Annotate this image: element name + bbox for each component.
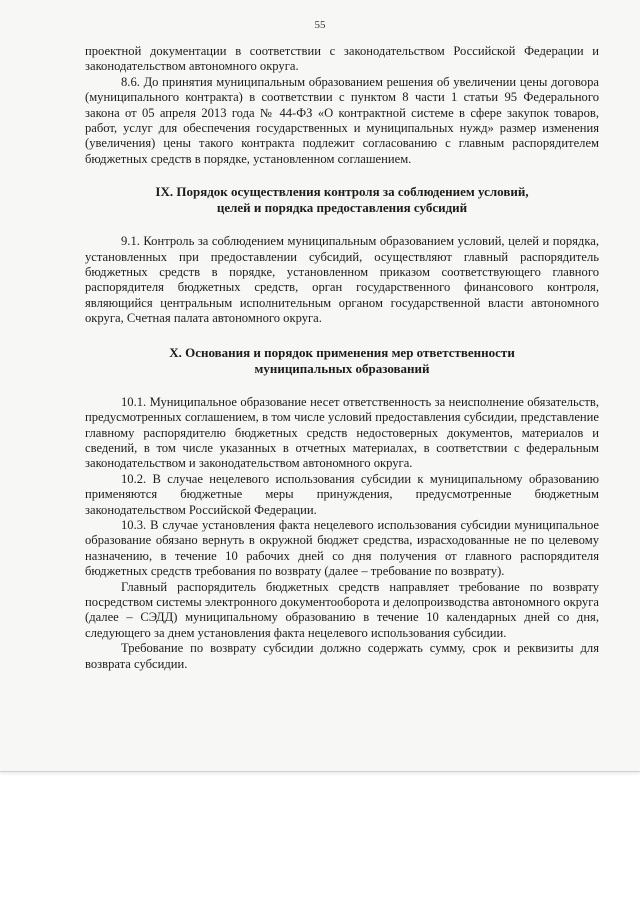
paragraph-continuation: проектной документации в соответствии с законодательством Российской Федерации и законодательством автономного округа. xyxy=(85,44,599,74)
paragraph-10-2: 10.2. В случае нецелевого использования субсидии к муниципальному образованию применяются бюджетные меры принуждения, предусмотренные бюджетным законодательством Российской Федерации. xyxy=(85,471,599,517)
paragraph-return-request: Главный распорядитель бюджетных средств направляет требование по возврату посредством системы электронного документооборота и делопроизводства автономного округа (далее – СЭДД) муниципальному образованию в течение 10 календарных дней со дня, следующего за днем установления факта нецелевого использования субсидии. xyxy=(85,579,599,640)
document-body xyxy=(85,44,599,672)
paragraph-10-1: 10.1. Муниципальное образование несет ответственность за неисполнение обязательств, предусмотренных соглашением, в том числе условий предоставления субсидии, представление главному распорядителю бюджетных средств недостоверных документов, материалов и сведений, в том числе указанных в отчетных материалах, в соответствии с федеральным законодательством и законодательством автономного округа. xyxy=(85,394,599,471)
section-ix-heading-line-1: IX. Порядок осуществления контроля за соблюдением условий, xyxy=(155,184,529,200)
paragraph-request-contents: Требование по возврату субсидии должно содержать сумму, срок и реквизиты для возврата субсидии. xyxy=(85,641,599,671)
paragraph-10-3: 10.3. В случае установления факта нецелевого использования субсидии муниципальное образование обязано вернуть в окружной бюджет средства, израсходованные не по целевому назначению, в течение 10 рабочих дней со дня получения от главного распорядителя бюджетных средств требования по возврату (далее – требование по возврату). xyxy=(85,517,599,579)
paragraph-8-6: 8.6. До принятия муниципальным образованием решения об увеличении цены договора (муниципального контракта) в соответствии с пунктом 8 части 1 статьи 95 Федерального закона от 05 апреля 2013 года № 44-ФЗ «О контрактной системе в сфере закупок товаров, работ, услуг для обеспечения государственных и муниципальных нужд» размер изменения (увеличения) цены такого контракта подлежит согласованию с главным распорядителем бюджетных средств в порядке, установленном соглашением. xyxy=(85,74,599,166)
section-x-heading-line-2: муниципальных образований xyxy=(254,360,430,376)
paragraph-9-1: 9.1. Контроль за соблюдением муниципальным образованием условий, целей и порядка, установленных при предоставлении субсидий, осуществляют главный распорядитель бюджетных средств в порядке, установленном приказом соответствующего главного распорядителя бюджетных средств, орган государственного финансового контроля, являющийся центральным исполнительным органом государственной власти автономного округа, Счетная палата автономного округа. xyxy=(85,234,599,326)
section-x-heading xyxy=(85,345,599,377)
section-ix-heading xyxy=(85,184,599,216)
page-number: 55 xyxy=(314,19,326,31)
section-x-heading-line-1: X. Основания и порядок применения мер ответственности xyxy=(169,344,515,360)
section-ix-heading-line-2: целей и порядка предоставления субсидий xyxy=(216,200,468,216)
